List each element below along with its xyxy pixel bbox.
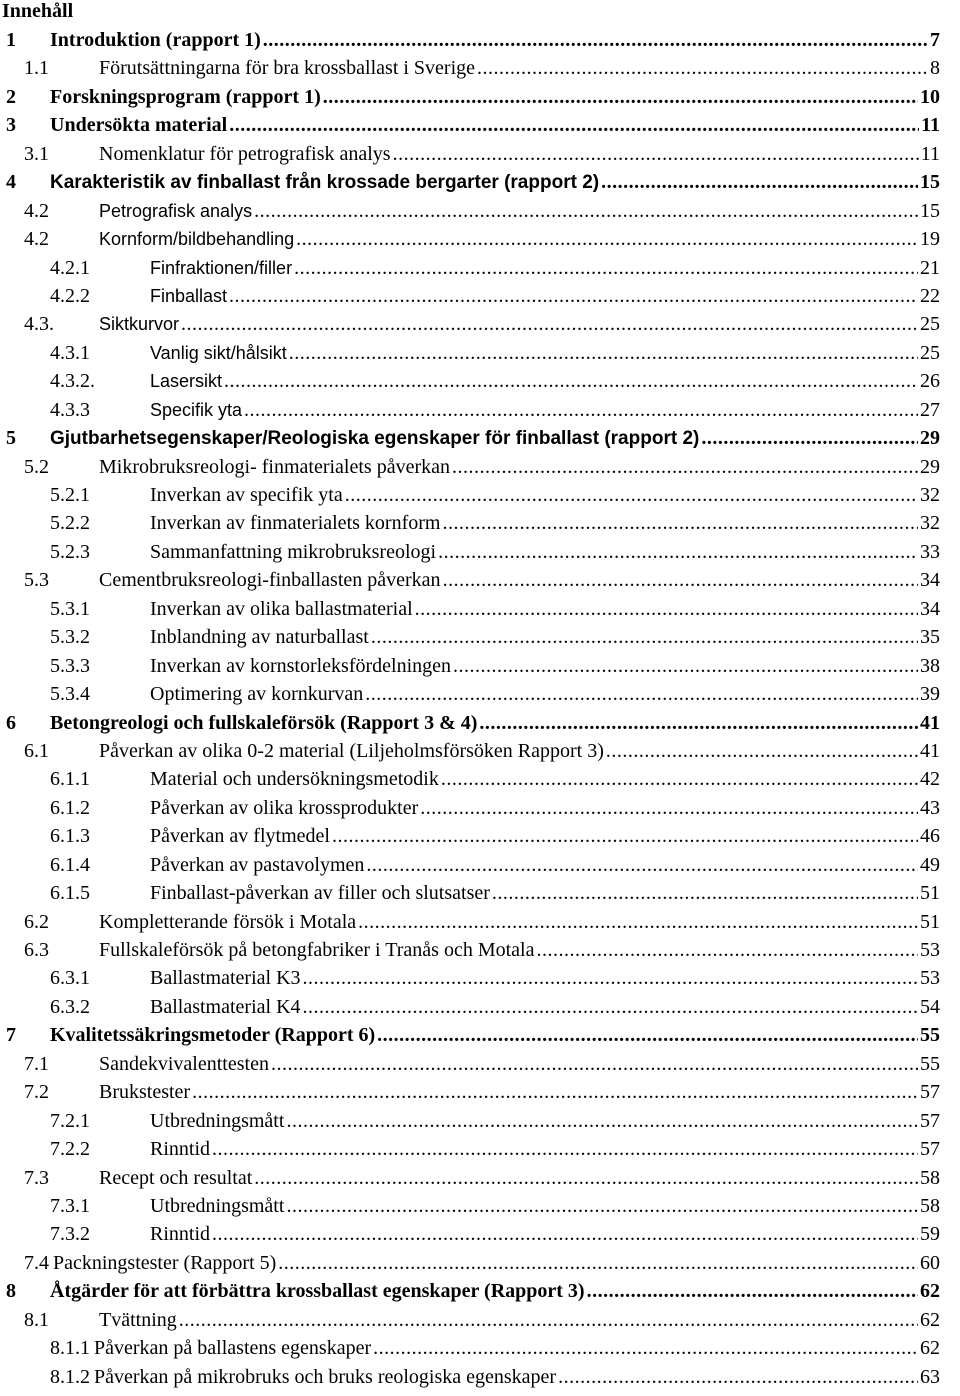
toc-entry-title: Packningstester (Rapport 5) bbox=[53, 1251, 277, 1274]
dot-leader bbox=[286, 1192, 918, 1220]
toc-entry-page-number: 7 bbox=[930, 29, 940, 51]
dot-leader bbox=[345, 481, 918, 509]
toc-entry-number: 5.3.1 bbox=[50, 597, 90, 620]
dot-leader bbox=[192, 1078, 918, 1106]
toc-entry[interactable] bbox=[0, 538, 940, 566]
toc-entry-title: Siktkurvor bbox=[99, 314, 180, 335]
toc-entry[interactable] bbox=[0, 1107, 940, 1135]
toc-entry-title: Material och undersökningsmetodik bbox=[150, 768, 439, 791]
dot-leader bbox=[286, 1107, 918, 1135]
toc-entry-page-number: 62 bbox=[920, 1308, 940, 1331]
toc-entry[interactable] bbox=[0, 765, 940, 793]
toc-entry[interactable] bbox=[0, 1306, 940, 1334]
toc-entry-number: 6.2 bbox=[24, 910, 49, 933]
dot-leader bbox=[453, 652, 918, 680]
toc-entry-page-number: 15 bbox=[920, 199, 940, 222]
toc-entry-title: Nomenklatur för petrografisk analys bbox=[99, 142, 391, 165]
dot-leader bbox=[294, 254, 918, 282]
toc-entry[interactable] bbox=[0, 282, 940, 310]
toc-entry[interactable] bbox=[0, 83, 940, 111]
dot-leader bbox=[212, 1220, 918, 1248]
toc-entry-page-number: 8 bbox=[930, 57, 940, 80]
toc-entry-page-number: 25 bbox=[920, 313, 940, 336]
toc-entry[interactable] bbox=[0, 140, 940, 168]
toc-entry-number: 5.2 bbox=[24, 455, 49, 478]
toc-entry-page-number: 32 bbox=[920, 484, 940, 506]
toc-entry[interactable] bbox=[0, 680, 940, 708]
toc-entry-page-number: 41 bbox=[920, 739, 940, 762]
toc-entry-title: Inverkan av kornstorleksfördelningen bbox=[150, 654, 452, 677]
toc-entry-number: 1 bbox=[6, 29, 16, 51]
toc-entry[interactable] bbox=[0, 652, 940, 680]
toc-entry-title: Kornform/bildbehandling bbox=[99, 229, 295, 250]
dot-leader bbox=[365, 680, 918, 708]
toc-entry-number: 7.2.1 bbox=[50, 1109, 90, 1132]
toc-entry-number: 3.1 bbox=[24, 142, 49, 165]
toc-entry-title: Forskningsprogram (rapport 1) bbox=[50, 85, 321, 108]
toc-entry[interactable] bbox=[0, 1164, 940, 1192]
toc-entry[interactable] bbox=[0, 908, 940, 936]
toc-entry-number: 7.4 bbox=[24, 1251, 49, 1274]
toc-entry-page-number: 58 bbox=[920, 1166, 940, 1189]
dot-leader bbox=[479, 709, 918, 737]
toc-entry-number: 1.1 bbox=[24, 57, 49, 80]
dot-leader bbox=[442, 509, 918, 537]
dot-leader bbox=[492, 879, 918, 907]
dot-leader bbox=[536, 936, 918, 964]
toc-entry[interactable] bbox=[0, 509, 940, 537]
toc-entry-page-number: 49 bbox=[920, 853, 940, 876]
toc-entry-page-number: 57 bbox=[920, 1109, 940, 1132]
toc-heading: Innehåll bbox=[2, 0, 74, 22]
toc-entry-page-number: 21 bbox=[920, 256, 940, 279]
toc-entry-page-number: 55 bbox=[920, 1052, 940, 1075]
toc-entry-number: 8.1 bbox=[24, 1308, 49, 1331]
toc-entry-number: 6.3 bbox=[24, 939, 49, 961]
toc-entry-title: Cementbruksreologi-finballasten påverkan bbox=[99, 569, 441, 592]
toc-entry-title: Brukstester bbox=[99, 1081, 191, 1104]
toc-entry-number: 5.3 bbox=[24, 569, 49, 592]
toc-entry-number: 4.3.1 bbox=[50, 341, 90, 364]
dot-leader bbox=[377, 1021, 918, 1049]
dot-leader bbox=[254, 197, 918, 225]
toc-entry-title: Utbredningsmått bbox=[150, 1194, 285, 1217]
dot-leader bbox=[296, 225, 918, 253]
toc-entry[interactable] bbox=[0, 1334, 940, 1362]
toc-entry-title: Utbredningsmått bbox=[150, 1109, 285, 1132]
toc-entry-number: 5 bbox=[6, 427, 16, 450]
dot-leader bbox=[212, 1135, 918, 1163]
toc-entry-number: 7.3.2 bbox=[50, 1223, 90, 1246]
dot-leader bbox=[229, 111, 919, 139]
toc-entry-page-number: 53 bbox=[920, 967, 940, 990]
toc-entry-number: 4.2 bbox=[24, 199, 49, 222]
toc-entry-page-number: 51 bbox=[920, 882, 940, 905]
toc-list bbox=[0, 26, 940, 1391]
toc-entry-title: Sandekvivalenttesten bbox=[99, 1052, 269, 1075]
toc-entry-title: Sammanfattning mikrobruksreologi bbox=[150, 540, 437, 563]
toc-entry-page-number: 32 bbox=[920, 512, 940, 535]
toc-entry[interactable] bbox=[0, 623, 940, 651]
toc-entry-page-number: 46 bbox=[920, 825, 940, 848]
toc-entry-number: 6.1.2 bbox=[50, 796, 90, 819]
toc-entry-page-number: 11 bbox=[920, 142, 940, 165]
dot-leader bbox=[179, 1306, 918, 1334]
toc-entry-number: 7.2 bbox=[24, 1081, 49, 1104]
toc-entry-number: 8.1.1 bbox=[50, 1337, 90, 1360]
toc-entry-title: Kvalitetssäkringsmetoder (Rapport 6) bbox=[50, 1024, 376, 1047]
dot-leader bbox=[452, 453, 918, 481]
toc-entry-page-number: 29 bbox=[920, 427, 940, 450]
dot-leader bbox=[606, 737, 918, 765]
toc-entry[interactable] bbox=[0, 1135, 940, 1163]
toc-entry-page-number: 35 bbox=[920, 626, 940, 649]
dot-leader bbox=[181, 310, 918, 338]
dot-leader bbox=[415, 595, 918, 623]
dot-leader bbox=[303, 964, 918, 992]
toc-entry-title: Betongreologi och fullskaleförsök (Rapport 3 & 4) bbox=[50, 711, 478, 734]
toc-entry-page-number: 54 bbox=[920, 995, 940, 1018]
toc-entry[interactable] bbox=[0, 54, 940, 82]
dot-leader bbox=[278, 1249, 918, 1277]
toc-entry-title: Rinntid bbox=[150, 1223, 211, 1246]
toc-entry-number: 6.1.5 bbox=[50, 882, 90, 905]
toc-entry[interactable] bbox=[0, 794, 940, 822]
toc-entry-number: 4.3.3 bbox=[50, 398, 90, 421]
toc-entry-title: Undersökta material bbox=[50, 114, 228, 137]
toc-entry-page-number: 59 bbox=[920, 1223, 940, 1246]
toc-entry-page-number: 43 bbox=[920, 796, 940, 819]
dot-leader bbox=[601, 168, 918, 196]
toc-entry-page-number: 11 bbox=[921, 114, 940, 137]
toc-entry-title: Finfraktionen/filler bbox=[150, 257, 293, 278]
toc-entry[interactable] bbox=[0, 453, 940, 481]
toc-entry-title: Påverkan av olika 0-2 material (Liljeholmsförsöken Rapport 3) bbox=[99, 739, 604, 762]
toc-entry[interactable] bbox=[0, 225, 940, 253]
toc-entry-page-number: 53 bbox=[920, 939, 940, 961]
toc-entry-title: Finballast-påverkan av filler och slutsatser bbox=[150, 882, 490, 905]
toc-entry[interactable] bbox=[0, 424, 940, 452]
toc-entry-number: 3 bbox=[6, 114, 16, 137]
toc-entry-title: Lasersikt bbox=[150, 371, 223, 392]
toc-entry-title: Recept och resultat bbox=[99, 1166, 253, 1189]
toc-entry-number: 6.1.3 bbox=[50, 825, 90, 848]
toc-entry-title: Fullskaleförsök på betongfabriker i Tranås och Motala bbox=[99, 939, 535, 961]
toc-entry-title: Mikrobruksreologi- finmaterialets påverkan bbox=[99, 455, 450, 478]
dot-leader bbox=[443, 566, 918, 594]
toc-entry[interactable] bbox=[0, 168, 940, 196]
toc-entry-page-number: 62 bbox=[920, 1337, 940, 1360]
dot-leader bbox=[244, 396, 918, 424]
toc-entry-title: Påverkan på mikrobruks och bruks reologiska egenskaper bbox=[94, 1365, 557, 1388]
toc-entry-title: Inverkan av specifik yta bbox=[150, 484, 343, 506]
dot-leader bbox=[332, 822, 918, 850]
toc-entry-page-number: 29 bbox=[920, 455, 940, 478]
toc-entry-number: 5.2.1 bbox=[50, 484, 90, 506]
toc-entry-title: Ballastmaterial K3 bbox=[150, 967, 301, 990]
toc-entry-page-number: 41 bbox=[920, 711, 940, 734]
toc-entry[interactable] bbox=[0, 1078, 940, 1106]
toc-entry-title: Påverkan på ballastens egenskaper bbox=[94, 1337, 372, 1360]
dot-leader bbox=[438, 538, 918, 566]
toc-entry-number: 5.2.2 bbox=[50, 512, 90, 535]
toc-entry-title: Påverkan av pastavolymen bbox=[150, 853, 365, 876]
toc-entry[interactable] bbox=[0, 851, 940, 879]
toc-entry-title: Åtgärder för att förbättra krossballast egenskaper (Rapport 3) bbox=[50, 1280, 585, 1303]
toc-entry-page-number: 62 bbox=[920, 1280, 940, 1303]
dot-leader bbox=[587, 1277, 918, 1305]
dot-leader bbox=[303, 993, 918, 1021]
toc-entry-page-number: 51 bbox=[920, 910, 940, 933]
dot-leader bbox=[477, 54, 928, 82]
toc-entry-page-number: 15 bbox=[920, 171, 940, 194]
toc-entry-number: 6.3.2 bbox=[50, 995, 90, 1018]
toc-entry-number: 8 bbox=[6, 1280, 16, 1303]
dot-leader bbox=[263, 26, 928, 54]
toc-entry-title: Specifik yta bbox=[150, 399, 243, 420]
toc-entry-title: Ballastmaterial K4 bbox=[150, 995, 301, 1018]
toc-entry-number: 4.2.2 bbox=[50, 284, 90, 307]
toc-entry-page-number: 58 bbox=[920, 1194, 940, 1217]
toc-entry-title: Inverkan av finmaterialets kornform bbox=[150, 512, 441, 535]
toc-entry-page-number: 34 bbox=[920, 569, 940, 592]
toc-entry-page-number: 34 bbox=[920, 597, 940, 620]
toc-entry-page-number: 38 bbox=[920, 654, 940, 677]
toc-entry-page-number: 42 bbox=[920, 768, 940, 791]
toc-entry-title: Karakteristik av finballast från krossade bergarter (rapport 2) bbox=[50, 172, 600, 194]
dot-leader bbox=[224, 367, 918, 395]
toc-entry[interactable] bbox=[0, 879, 940, 907]
toc-entry-page-number: 57 bbox=[920, 1081, 940, 1104]
toc-entry[interactable] bbox=[0, 1363, 940, 1391]
dot-leader bbox=[323, 83, 918, 111]
toc-entry-title: Inblandning av naturballast bbox=[150, 626, 369, 649]
toc-entry-title: Tvättning bbox=[99, 1308, 177, 1331]
dot-leader bbox=[254, 1164, 918, 1192]
dot-leader bbox=[701, 424, 918, 452]
dot-leader bbox=[229, 282, 918, 310]
dot-leader bbox=[441, 765, 918, 793]
toc-entry[interactable] bbox=[0, 310, 940, 338]
toc-entry[interactable] bbox=[0, 993, 940, 1021]
dot-leader bbox=[371, 623, 918, 651]
dot-leader bbox=[373, 1334, 918, 1362]
toc-entry[interactable] bbox=[0, 595, 940, 623]
toc-entry-number: 7.2.2 bbox=[50, 1138, 90, 1161]
toc-entry-number: 7 bbox=[6, 1024, 16, 1047]
toc-entry-title: Påverkan av flytmedel bbox=[150, 825, 330, 848]
toc-entry-number: 5.3.4 bbox=[50, 683, 90, 706]
toc-entry-number: 4 bbox=[6, 171, 16, 194]
toc-entry-number: 6 bbox=[6, 711, 16, 734]
dot-leader bbox=[271, 1050, 918, 1078]
toc-entry-number: 6.3.1 bbox=[50, 967, 90, 990]
toc-entry[interactable] bbox=[0, 339, 940, 367]
toc-entry-title: Finballast bbox=[150, 285, 228, 306]
toc-entry[interactable] bbox=[0, 737, 940, 765]
toc-entry[interactable] bbox=[0, 197, 940, 225]
toc-entry[interactable] bbox=[0, 822, 940, 850]
toc-entry-number: 7.1 bbox=[24, 1052, 49, 1075]
toc-entry[interactable] bbox=[0, 566, 940, 594]
dot-leader bbox=[358, 908, 918, 936]
toc-entry-number: 7.3.1 bbox=[50, 1194, 90, 1217]
toc-entry[interactable] bbox=[0, 111, 940, 139]
toc-entry-number: 5.3.2 bbox=[50, 626, 90, 649]
toc-entry-title: Gjutbarhetsegenskaper/Reologiska egenskaper för finballast (rapport 2) bbox=[50, 428, 700, 450]
toc-entry-number: 8.1.2 bbox=[50, 1365, 90, 1388]
toc-entry[interactable] bbox=[0, 1192, 940, 1220]
toc-entry-number: 6.1.1 bbox=[50, 768, 90, 791]
toc-entry-page-number: 27 bbox=[920, 398, 940, 421]
toc-entry-title: Påverkan av olika krossprodukter bbox=[150, 796, 419, 819]
toc-entry-page-number: 10 bbox=[920, 85, 940, 108]
toc-entry[interactable] bbox=[0, 1277, 940, 1305]
toc-entry-page-number: 33 bbox=[920, 540, 940, 563]
toc-entry-title: Rinntid bbox=[150, 1138, 211, 1161]
toc-entry-number: 4.3.2. bbox=[50, 370, 95, 393]
dot-leader bbox=[366, 851, 918, 879]
toc-entry-title: Petrografisk analys bbox=[99, 200, 253, 221]
toc-entry-number: 4.2.1 bbox=[50, 256, 90, 279]
toc-entry-page-number: 55 bbox=[920, 1024, 940, 1047]
toc-entry-page-number: 19 bbox=[920, 228, 940, 251]
toc-entry-page-number: 22 bbox=[920, 284, 940, 307]
toc-entry-title: Introduktion (rapport 1) bbox=[50, 29, 261, 51]
toc-entry-number: 4.2 bbox=[24, 228, 49, 251]
toc-entry[interactable] bbox=[0, 26, 940, 54]
toc-entry-page-number: 39 bbox=[920, 683, 940, 706]
toc-entry-number: 7.3 bbox=[24, 1166, 49, 1189]
toc-entry[interactable] bbox=[0, 1021, 940, 1049]
toc-entry-number: 2 bbox=[6, 85, 16, 108]
dot-leader bbox=[558, 1363, 918, 1391]
toc-entry-title: Kompletterande försök i Motala bbox=[99, 910, 357, 933]
toc-entry[interactable] bbox=[0, 936, 940, 964]
toc-entry[interactable] bbox=[0, 367, 940, 395]
toc-entry[interactable] bbox=[0, 1050, 940, 1078]
toc-entry-number: 5.2.3 bbox=[50, 540, 90, 563]
toc-entry[interactable] bbox=[0, 1220, 940, 1248]
dot-leader bbox=[289, 339, 918, 367]
toc-entry-number: 6.1.4 bbox=[50, 853, 90, 876]
toc-entry-title: Inverkan av olika ballastmaterial bbox=[150, 597, 413, 620]
toc-entry[interactable] bbox=[0, 709, 940, 737]
toc-entry[interactable] bbox=[0, 964, 940, 992]
toc-entry[interactable] bbox=[0, 1249, 940, 1277]
toc-entry[interactable] bbox=[0, 396, 940, 424]
toc-entry-page-number: 25 bbox=[920, 341, 940, 364]
toc-entry[interactable] bbox=[0, 254, 940, 282]
toc-entry-page-number: 63 bbox=[920, 1365, 940, 1388]
dot-leader bbox=[420, 794, 918, 822]
toc-entry-number: 5.3.3 bbox=[50, 654, 90, 677]
toc-entry-title: Förutsättningarna för bra krossballast i Sverige bbox=[99, 57, 476, 80]
toc-entry-number: 6.1 bbox=[24, 739, 49, 762]
toc-entry-page-number: 57 bbox=[920, 1138, 940, 1161]
dot-leader bbox=[393, 140, 919, 168]
toc-entry-page-number: 26 bbox=[920, 370, 940, 393]
toc-entry-title: Optimering av kornkurvan bbox=[150, 683, 364, 706]
toc-entry[interactable] bbox=[0, 481, 940, 509]
toc-entry-number: 4.3. bbox=[24, 313, 54, 336]
toc-entry-title: Vanlig sikt/hålsikt bbox=[150, 342, 287, 363]
toc-entry-page-number: 60 bbox=[920, 1251, 940, 1274]
